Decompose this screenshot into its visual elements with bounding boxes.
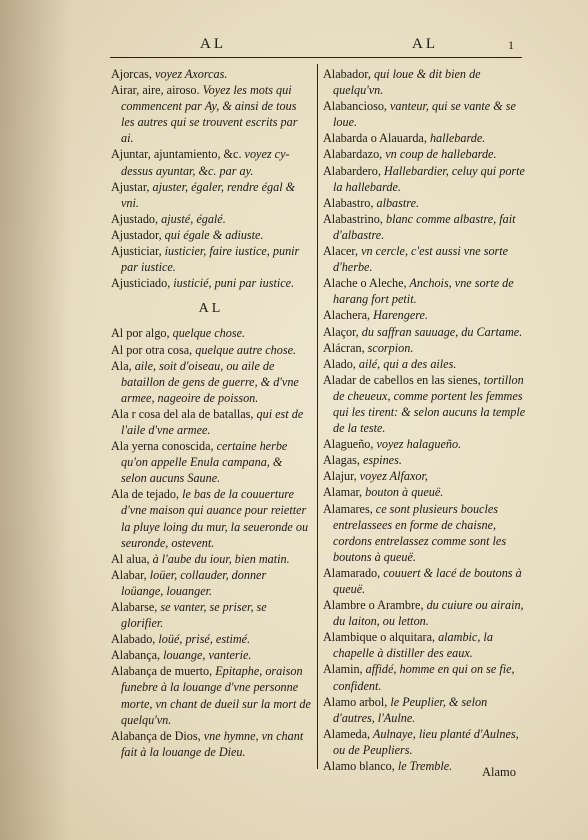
dictionary-entry: [323, 452, 526, 468]
headword: Airar, aire, airoso.: [111, 83, 200, 98]
headword: Alado,: [323, 356, 356, 371]
dictionary-entry: [323, 211, 526, 243]
definition: ajusté, égalé.: [158, 211, 226, 226]
dictionary-entry: [323, 468, 526, 484]
dictionary-entry: [111, 567, 311, 599]
dictionary-entry: [111, 82, 311, 146]
definition: loüé, prisé, estimé.: [155, 632, 251, 647]
headword: Alamo arbol,: [323, 694, 388, 709]
headword: Alabarse,: [111, 600, 158, 614]
definition: le Tremble.: [394, 759, 453, 774]
headword: Alabar,: [111, 567, 147, 582]
definition: voyez cy-dessus ayuntar, &c. par ay.: [121, 147, 290, 178]
definition: iusticié, puni par iustice.: [170, 276, 295, 291]
dictionary-entry: [323, 356, 526, 372]
dictionary-entry: [323, 146, 526, 162]
definition: ce sont plusieurs boucles entrelassees en forme de chaisne, cordons entrelassez comme sont les boutons à queuë.: [333, 501, 507, 564]
left-column: [111, 66, 311, 760]
headword: Alamin,: [323, 662, 363, 677]
definition: voyez Axorcas.: [151, 67, 228, 81]
dictionary-entry: [111, 66, 311, 82]
running-head-left: AL: [200, 36, 226, 52]
definition: Voyez les mots qui commencent par Ay, & ainsi de tous les autres qui se trouvent escrits par ai.: [121, 83, 298, 146]
right-entries: [323, 66, 526, 774]
headword: Al por algo,: [111, 326, 170, 341]
headword: Alabastro,: [323, 195, 374, 210]
dictionary-entry: [111, 227, 311, 243]
dictionary-entry: [323, 484, 526, 500]
headword: Alambre o Arambre,: [323, 598, 424, 613]
dictionary-entry: [323, 307, 526, 323]
running-head-right: AL: [412, 36, 438, 52]
headword: Ajustador,: [111, 227, 162, 242]
dictionary-entry: [111, 438, 311, 486]
dictionary-entry: [323, 340, 526, 356]
headword: Alamar,: [323, 485, 363, 500]
dictionary-entry: [111, 358, 311, 406]
dictionary-entry: [323, 130, 526, 146]
definition: du saffran sauuage, du Cartame.: [358, 324, 523, 339]
definition: ailé, qui a des ailes.: [355, 356, 457, 371]
headword: Alabança de Dios,: [111, 728, 201, 743]
definition: à l'aube du iour, bien matin.: [149, 551, 290, 566]
definition: albastre.: [373, 195, 420, 210]
headword: Alamo blanco,: [323, 759, 395, 774]
headword: Alaçor,: [323, 324, 359, 339]
headword: Ajorcas,: [111, 67, 152, 81]
headword: Ala yerna conoscida,: [111, 439, 214, 454]
definition: Harengere.: [370, 308, 429, 323]
headword: Al por otra cosa,: [111, 342, 193, 357]
dictionary-entry: [323, 597, 526, 629]
dictionary-entry: [111, 551, 311, 567]
headword: Alagas,: [323, 453, 360, 468]
definition: du cuiure ou airain, du laiton, ou letton.: [333, 598, 524, 629]
headword: Alabardazo,: [323, 147, 383, 162]
dictionary-entry: [111, 179, 311, 211]
headword: Alagueño,: [323, 437, 374, 452]
dictionary-entry: [323, 726, 526, 758]
headword: Alamarado,: [323, 565, 381, 580]
definition: hallebarde.: [426, 131, 486, 146]
headword: Alache o Aleche,: [323, 276, 407, 291]
definition: espines.: [359, 453, 402, 468]
dictionary-entry: [111, 342, 311, 358]
section-heading: AL: [198, 301, 224, 317]
dictionary-entry: [323, 372, 526, 436]
definition: bouton à queuë.: [362, 485, 444, 500]
definition: qui est de l'aile d'vne armee.: [121, 406, 304, 437]
headword: Alabador,: [323, 67, 371, 81]
definition: se vanter, se priser, se glorifier.: [121, 600, 267, 631]
definition: quelque autre chose.: [192, 342, 297, 357]
headword: Alameda,: [323, 726, 371, 741]
headword: Alabança de muerto,: [111, 664, 213, 679]
definition: couuert & lacé de boutons à queuë.: [333, 565, 522, 596]
dictionary-entry: [323, 661, 526, 693]
headword: Alajur,: [323, 469, 357, 484]
definition: tortillon de cheueux, comme portent les femmes qui les tirent: & selon aucuns la temple de la teste.: [333, 372, 526, 436]
headword: Ajuntar, ajuntamiento, &c.: [111, 147, 242, 162]
headword: Alabarda o Alauarda,: [323, 131, 427, 146]
definition: vne hymne, vn chant fait à la louange de Dieu.: [121, 728, 304, 759]
headword: Alabardero,: [323, 163, 381, 178]
headword: Alácran,: [323, 340, 365, 355]
definition: Epitaphe, oraison funebre à la louange d'vne personne morte, vn chant de dueil sur la mort de quelqu'vn.: [121, 664, 311, 727]
headword: Ala de tejado,: [111, 487, 180, 502]
dictionary-entry: [111, 663, 311, 727]
definition: blanc comme albastre, fait d'albastre.: [333, 211, 516, 242]
dictionary-entry: [111, 243, 311, 275]
dictionary-entry: [111, 146, 311, 178]
definition: alambic, la chapelle à distiller des eaux.: [333, 630, 493, 661]
headword: Alambique o alquitara,: [323, 630, 436, 645]
dictionary-entry: [111, 647, 311, 663]
definition: vn coup de hallebarde.: [382, 147, 497, 162]
definition: qui loue & dit bien de quelqu'vn.: [333, 67, 481, 98]
definition: Aulnaye, lieu planté d'Aulnes, ou de Peupliers.: [333, 726, 519, 757]
dictionary-entry: [323, 565, 526, 597]
dictionary-entry: [111, 486, 311, 550]
definition: voyez Alfaxor,: [356, 469, 428, 484]
dictionary-entry: [323, 66, 526, 98]
definition: affidé, homme en qui on se fie, confident.: [333, 662, 515, 693]
definition: ajuster, égaler, rendre égal & vni.: [121, 179, 296, 210]
dictionary-entry: [111, 325, 311, 341]
headword: Ajustado,: [111, 211, 159, 226]
definition: le Peuplier, & selon d'autres, l'Aulne.: [333, 694, 488, 725]
dictionary-entry: [323, 195, 526, 211]
headword: Alabado,: [111, 632, 156, 647]
headword: Alabastrino,: [323, 211, 383, 226]
header-rule: [110, 57, 522, 58]
headword: Ala r cosa del ala de batallas,: [111, 406, 254, 421]
folio-number: 1: [508, 38, 514, 52]
definition: certaine herbe qu'on appelle Enula campana, & selon aucuns Saune.: [121, 439, 288, 486]
dictionary-entry: [323, 694, 526, 726]
dictionary-entry: [323, 243, 526, 275]
dictionary-entry: [323, 324, 526, 340]
headword: Ajusticiado,: [111, 276, 171, 291]
definition: louange, vanterie.: [160, 648, 252, 663]
dictionary-entry: [111, 406, 311, 438]
catchword: Alamo: [482, 765, 517, 779]
headword: Aladar de cabellos en las sienes,: [323, 372, 481, 387]
definition: loüer, collauder, donner loüange, louanger.: [121, 567, 267, 598]
dictionary-entry: [323, 98, 526, 130]
right-column: [323, 66, 526, 774]
headword: Ala,: [111, 358, 132, 373]
headword: Alachera,: [323, 308, 371, 323]
headword: Alabancioso,: [323, 99, 387, 114]
column-divider: [317, 64, 318, 769]
definition: voyez halagueño.: [373, 437, 462, 452]
dictionary-entry: [111, 728, 311, 760]
left-entries-a: [111, 66, 311, 291]
definition: le bas de la couuerture d'vne maison qui auance pour reietter la pluye loing du mur, la seueronde ou seuronde, ostevent.: [121, 487, 309, 550]
gutter-shadow: [0, 0, 70, 840]
dictionary-entry: [323, 163, 526, 195]
dictionary-entry: [111, 275, 311, 291]
definition: aile, soit d'oiseau, ou aile de bataillon de gens de guerre, & d'vne armee, nageoire de poisson.: [121, 358, 299, 405]
headword: Ajusticiar,: [111, 244, 162, 259]
definition: vn cercle, c'est aussi vne sorte d'herbe.: [333, 244, 509, 275]
definition: scorpion.: [364, 340, 414, 355]
definition: quelque chose.: [169, 326, 246, 341]
left-entries-b: [111, 325, 311, 760]
dictionary-entry: [111, 211, 311, 227]
headword: Alacer,: [323, 244, 359, 259]
dictionary-entry: [111, 599, 311, 631]
headword: Alamares,: [323, 501, 373, 516]
definition: iusticier, faire iustice, punir par iustice.: [121, 244, 300, 275]
dictionary-entry: [323, 275, 526, 307]
definition: Anchois, vne sorte de harang fort petit.: [333, 276, 514, 307]
definition: Hallebardier, celuy qui porte la hallebarde.: [333, 163, 525, 194]
headword: Alabança,: [111, 648, 161, 663]
dictionary-entry: [111, 631, 311, 647]
dictionary-entry: [323, 501, 526, 565]
dictionary-entry: [323, 629, 526, 661]
headword: Al alua,: [111, 551, 150, 566]
definition: qui égale & adiuste.: [161, 227, 264, 242]
dictionary-entry: [323, 436, 526, 452]
definition: vanteur, qui se vante & se loue.: [333, 99, 516, 130]
headword: Ajustar,: [111, 179, 150, 194]
